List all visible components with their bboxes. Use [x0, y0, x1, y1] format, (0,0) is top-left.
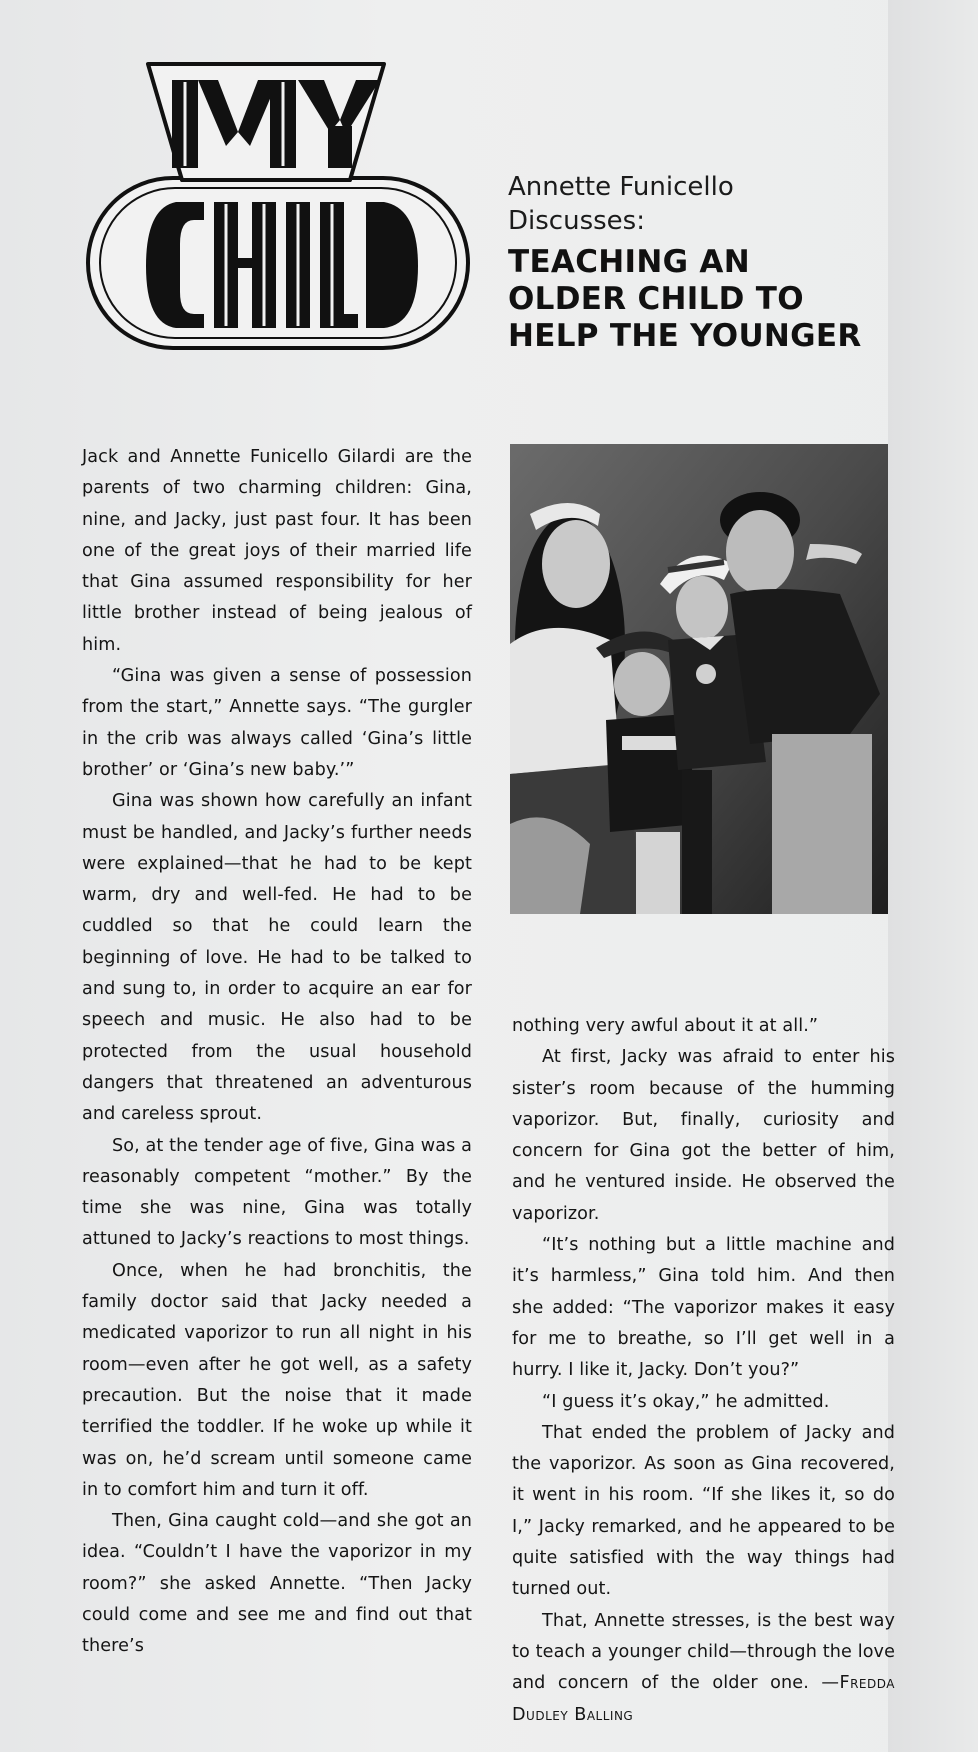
paragraph: “Gina was given a sense of possession from the start,” Annette says. “The gurgler in the crib was always called ‘Gina’s little brother’ or ‘Gina’s new baby.’”: [82, 666, 472, 780]
paragraph: nothing very awful about it at all.”: [512, 1016, 819, 1036]
byline: —Fredda Dudley Balling: [512, 1673, 895, 1725]
left-column: [82, 442, 472, 1663]
paragraph: That ended the problem of Jacky and the vaporizor. As soon as Gina recovered, it went in his room. “If she likes it, so do I,” Jacky remarked, and he appeared to be quite satisfied with the way things had turned out.: [512, 1422, 895, 1600]
paragraph-text: That, Annette stresses, is the best way to teach a younger child—through the love and concern of the older one.: [512, 1610, 895, 1694]
headline-line: HELP THE YOUNGER: [508, 318, 862, 354]
page-margin: [888, 0, 978, 1752]
paragraph: Once, when he had bronchitis, the family doctor said that Jacky needed a medicated vaporizor to run all night in his room—even after he got well, as a safety precaution. But the noise that it made terrified the toddler. If he woke up while it was on, he’d scream until someone came in to comfort him and turn it off.: [82, 1260, 472, 1500]
paragraph: At first, Jacky was afraid to enter his sister’s room because of the humming vaporizor. But, finally, curiosity and concern for Gina got the better of him, and he ventured inside. He observed the vaporizor.: [512, 1047, 895, 1224]
kicker-line: Annette Funicello: [508, 172, 734, 202]
paragraph: “I guess it’s okay,” he admitted.: [542, 1391, 830, 1412]
paragraph: So, at the tender age of five, Gina was a reasonably competent “mother.” By the time she was nine, Gina was totally attuned to Jacky’s reactions to most things.: [82, 1135, 472, 1250]
paragraph: Jack and Annette Funicello Gilardi are the parents of two charming children: Gina, nine, and Jacky, just past four. It has been one of the great joys of their married life that Gina assumed responsibility for her little brother instead of being jealous of him.: [82, 447, 472, 655]
headline-line: TEACHING AN: [508, 244, 750, 280]
headline-block: [508, 170, 888, 355]
kicker: [508, 170, 888, 238]
right-column: [512, 1011, 895, 1731]
paragraph: Gina was shown how carefully an infant must be handled, and Jacky’s further needs were explained—that he had to be kept warm, dry and well-fed. He had to be cuddled so that he could learn the beginning of love. He had to be talked to and sung to, in order to acquire an ear for speech and music. He also had to be protected from the usual household dangers that threatened an adventurous and careless sprout.: [82, 791, 472, 1125]
paragraph-final: [512, 1606, 895, 1731]
paragraph: Then, Gina caught cold—and she got an idea. “Couldn’t I have the vaporizor in my room?” she asked Annette. “Then Jacky could come and see me and find out that there’s: [82, 1511, 472, 1657]
paragraph: “It’s nothing but a little machine and it’s harmless,” Gina told him. And then she added: “The vaporizor makes it easy for me to breathe, so I’ll get well in a hurry. I like it, Jacky. Don’t you?”: [512, 1235, 895, 1381]
article-headline: [508, 244, 888, 355]
headline-line: OLDER CHILD TO: [508, 281, 804, 317]
my-child-logo: [84, 62, 476, 354]
kicker-line: Discusses:: [508, 206, 645, 236]
family-photo: [510, 444, 888, 914]
